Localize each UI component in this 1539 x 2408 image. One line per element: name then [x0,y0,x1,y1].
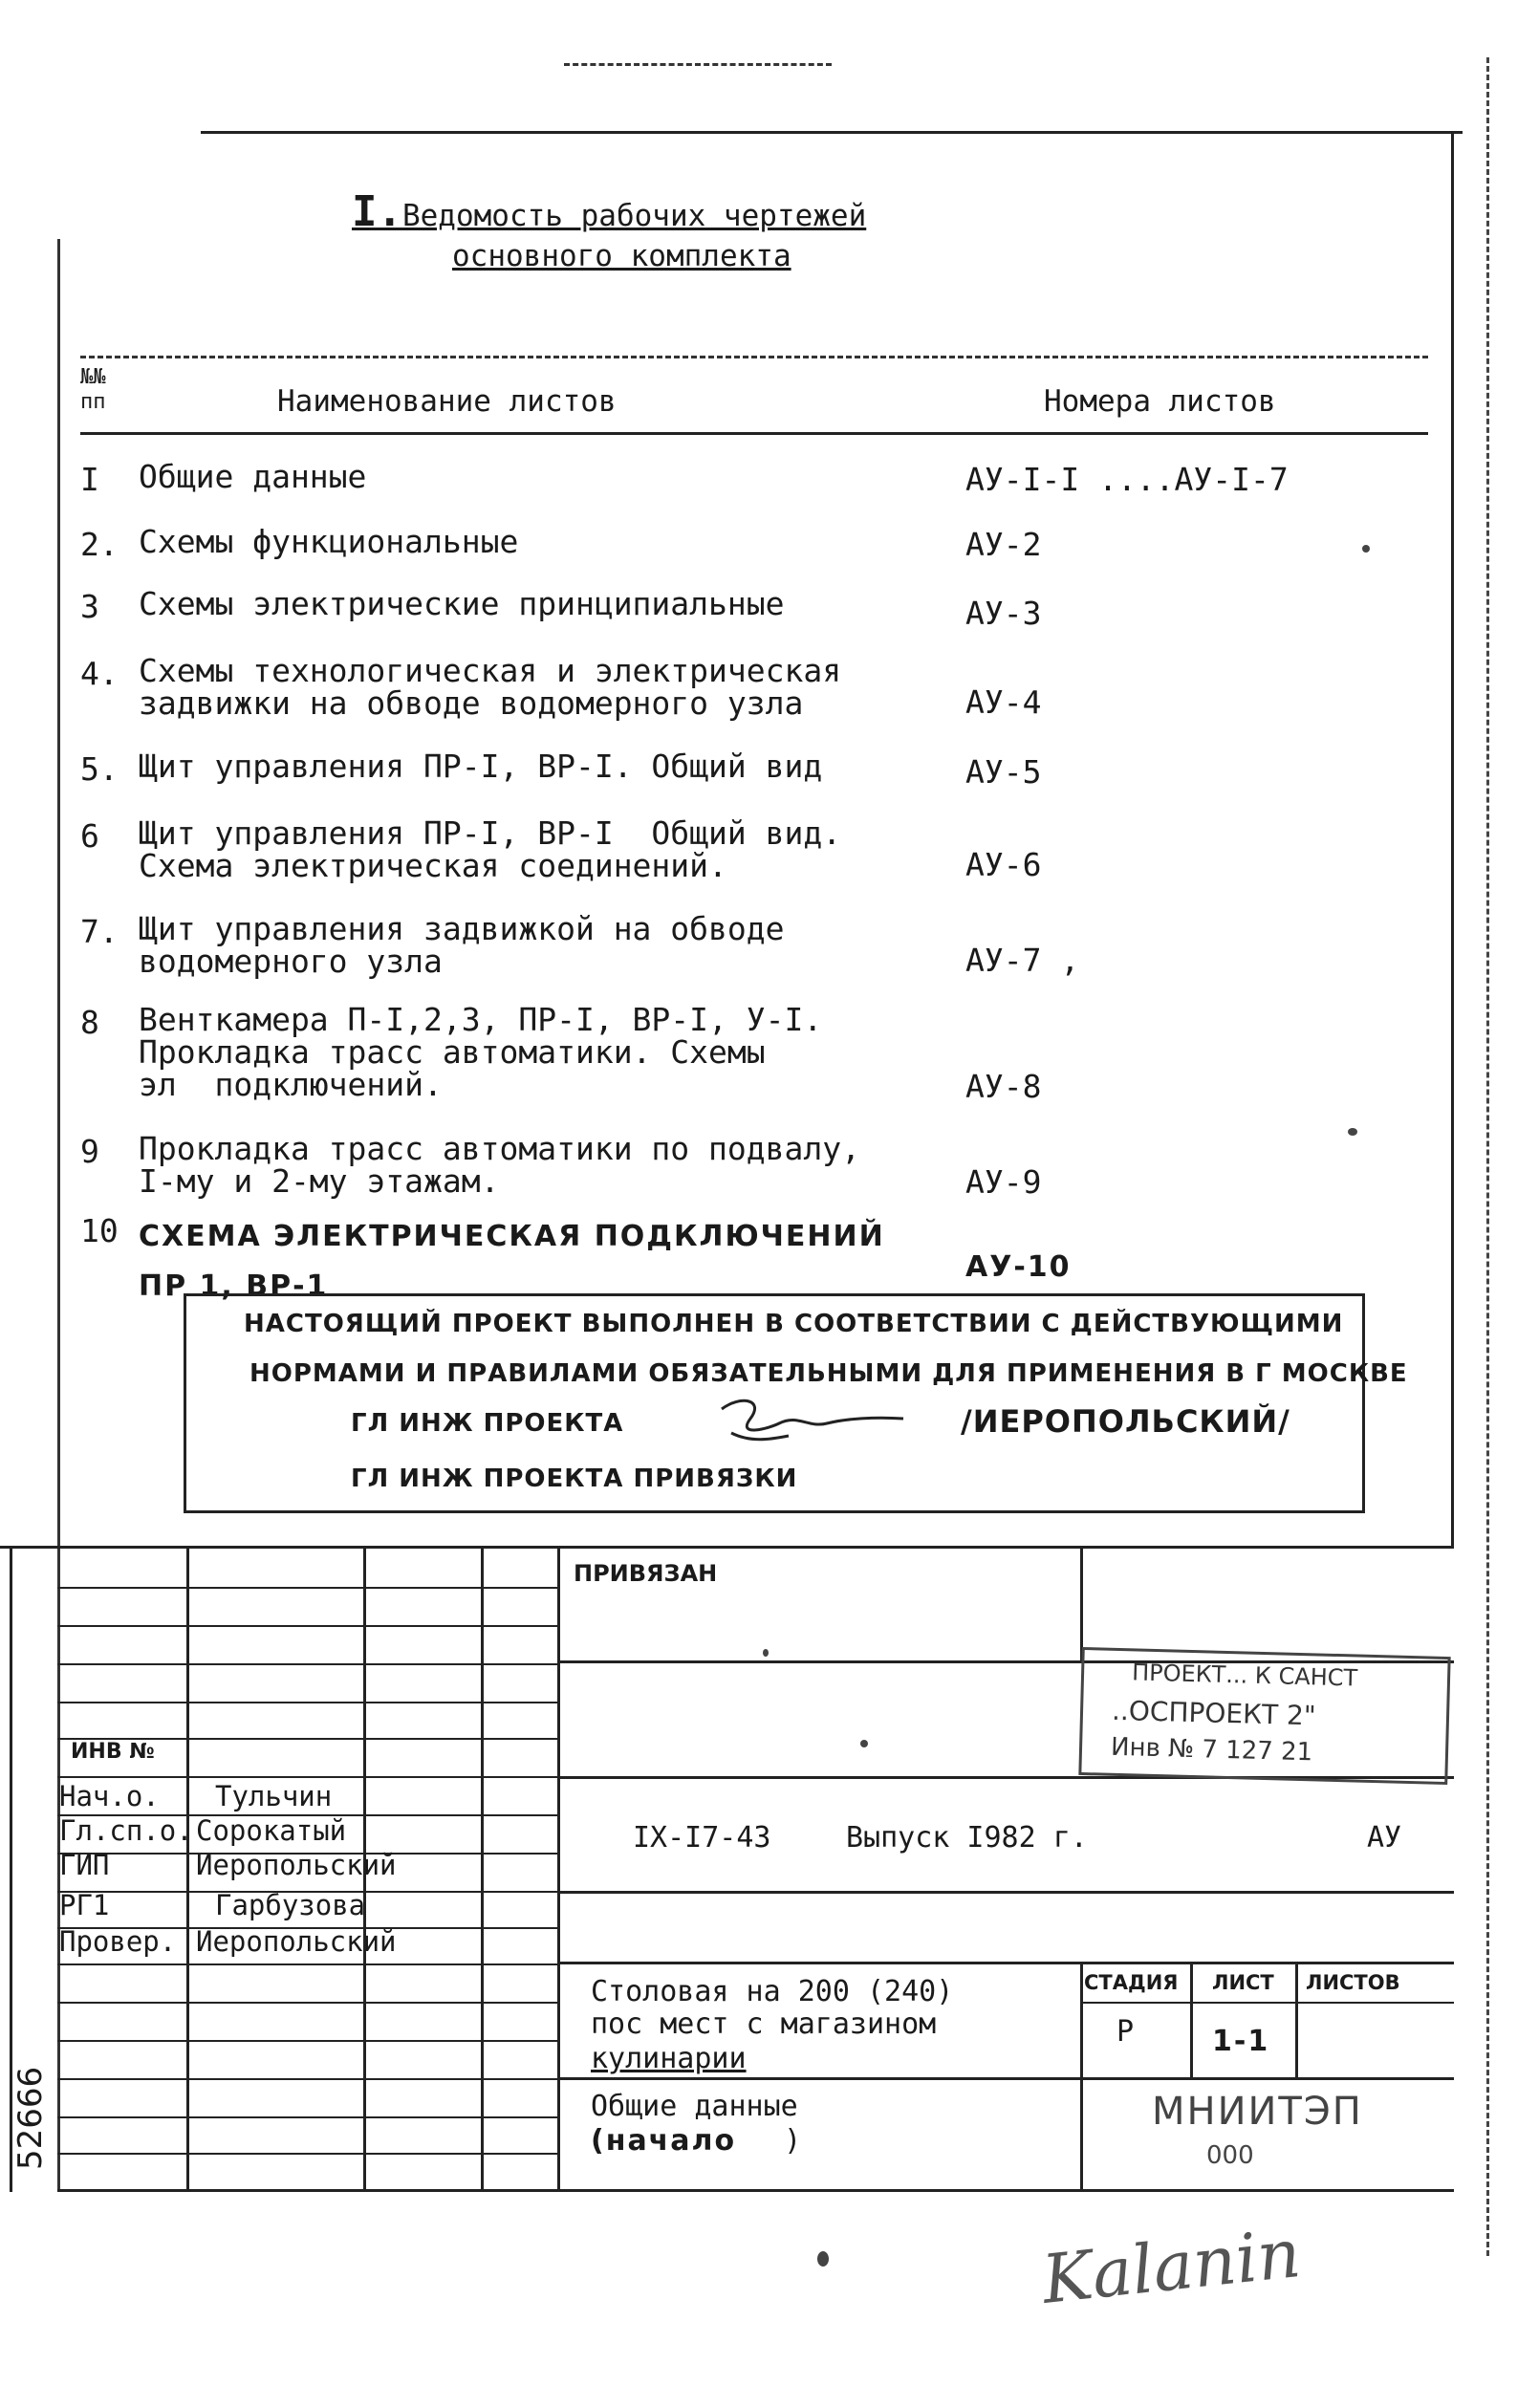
column-header-name: Наименование листов [277,384,617,419]
row-number: 8 [80,1004,99,1041]
organization-sub: 000 [1206,2141,1254,2170]
project-stamp-line-3: Инв № 7 127 21 [1110,1732,1313,1768]
chief-engineer-name: /ИЕРОПОЛЬСКИЙ/ [961,1403,1290,1440]
row-name: Щит управления задвижкой на обводе водомерного узла [139,910,785,980]
staff-name: Сорокатый [196,1814,347,1847]
staff-name: Гарбузова [215,1889,366,1921]
row-name: Схемы технологическая и электрическая задвижки на обводе водомерного узла [139,652,842,722]
row-name: СХЕМА ЭЛЕКТРИЧЕСКАЯ ПОДКЛЮЧЕНИЙ ПР 1, ВР-1 [139,1220,885,1303]
row-sheet-number: АУ-4 [965,683,1042,721]
row-sheet-number: АУ-9 [965,1163,1042,1201]
row-sheet-number: АУ-10 [965,1250,1072,1284]
notice-line-2: НОРМАМИ И ПРАВИЛАМИ ОБЯЗАТЕЛЬНЫМИ ДЛЯ ПРИМЕНЕНИЯ В Г МОСКВЕ [249,1359,1408,1388]
page-subtitle: основного комплекта [452,239,791,273]
row-sheet-number: АУ-6 [965,846,1042,883]
row-number: 3 [80,588,99,625]
row-number: I [80,461,99,498]
notice-line-3: ГЛ ИНЖ ПРОЕКТА [351,1409,624,1438]
row-number: 2. [80,526,119,563]
staff-name: Тульчин [215,1780,333,1812]
page-title: I.Ведомость рабочих чертежей [352,187,867,236]
project-stamp [1078,1647,1450,1785]
organization-name: МНИИТЭП [1152,2090,1363,2134]
column-header-number: №№ пп [80,365,106,414]
column-header-sheets: Номера листов [1044,384,1276,419]
row-name: Схемы функциональные [139,523,519,560]
staff-role: Провер. [59,1925,177,1958]
notice-line-1: НАСТОЯЩИЙ ПРОЕКТ ВЫПОЛНЕН В СООТВЕТСТВИИ С ДЕЙСТВУЮЩИМИ [244,1310,1344,1338]
row-name: Прокладка трасс автоматики по подвалу, I-му и 2-му этажам. [139,1130,860,1200]
staff-name: Иеропольский [196,1925,397,1958]
issue-year: Выпуск I982 г. [846,1821,1088,1855]
project-stamp-line-1: ПРОЕКТ... К САНСТ [1131,1659,1358,1692]
bottom-handwriting: Kalanin [1038,2214,1305,2319]
row-number: 10 [80,1212,119,1249]
sheet-value: 1-1 [1212,2025,1270,2058]
row-name: Общие данные [139,458,367,495]
privyazan-label: ПРИВЯЗАН [574,1560,718,1587]
stage-value: Р [1116,2015,1135,2049]
row-sheet-number: АУ-3 [965,595,1042,632]
sheet-title-line-1: Общие данные [591,2090,798,2123]
row-number: 6 [80,817,99,855]
row-sheet-number: АУ-5 [965,753,1042,791]
notice-box [184,1293,1408,1513]
row-sheet-number: АУ-7 , [965,942,1080,979]
object-name-line-3: кулинарии [591,2042,747,2075]
sheet-header: ЛИСТ [1212,1971,1274,1994]
row-name: Щит управления ПР-I, ВР-I. Общий вид [139,748,823,785]
row-number: 9 [80,1133,99,1170]
sheet-title-line-2: (начало ) [591,2124,802,2158]
margin-number: 52666 [11,2066,50,2170]
document-code: IX-I7-43 [633,1821,771,1855]
staff-name: Иеропольский [196,1849,397,1881]
project-stamp-line-2: ..ОСПРОЕКТ 2" [1111,1694,1317,1732]
inventory-number-label: ИНВ № [71,1740,155,1764]
chief-engineer-signature [712,1390,922,1457]
staff-role: Гл.сп.о. [59,1814,193,1847]
row-number: 4. [80,655,119,692]
object-name-line-2: пос мест с магазином [591,2007,937,2041]
row-name: Венткамера П-I,2,3, ПР-I, ВР-I, У-I. Прокладка трасс автоматики. Схемы эл подключений. [139,1001,823,1103]
object-name-line-1: Столовая на 200 (240) [591,1975,954,2008]
staff-role: РГ1 [59,1889,110,1921]
row-number: 5. [80,750,119,788]
row-sheet-number: АУ-2 [965,526,1042,563]
staff-role: Нач.о. [59,1780,160,1812]
row-name: Схемы электрические принципиальные [139,585,785,622]
row-sheet-number: АУ-8 [965,1068,1042,1105]
row-name: Щит управления ПР-I, ВР-I Общий вид. Схема электрическая соединений. [139,814,842,884]
section-code: АУ [1367,1821,1402,1855]
row-sheet-number: АУ-I-I ....АУ-I-7 [965,461,1289,498]
row-number: 7. [80,913,119,950]
staff-role: ГИП [59,1849,110,1881]
stage-header: СТАДИЯ [1084,1971,1179,1994]
notice-line-4: ГЛ ИНЖ ПРОЕКТА ПРИВЯЗКИ [351,1464,798,1493]
sheets-header: ЛИСТОВ [1306,1971,1400,1994]
